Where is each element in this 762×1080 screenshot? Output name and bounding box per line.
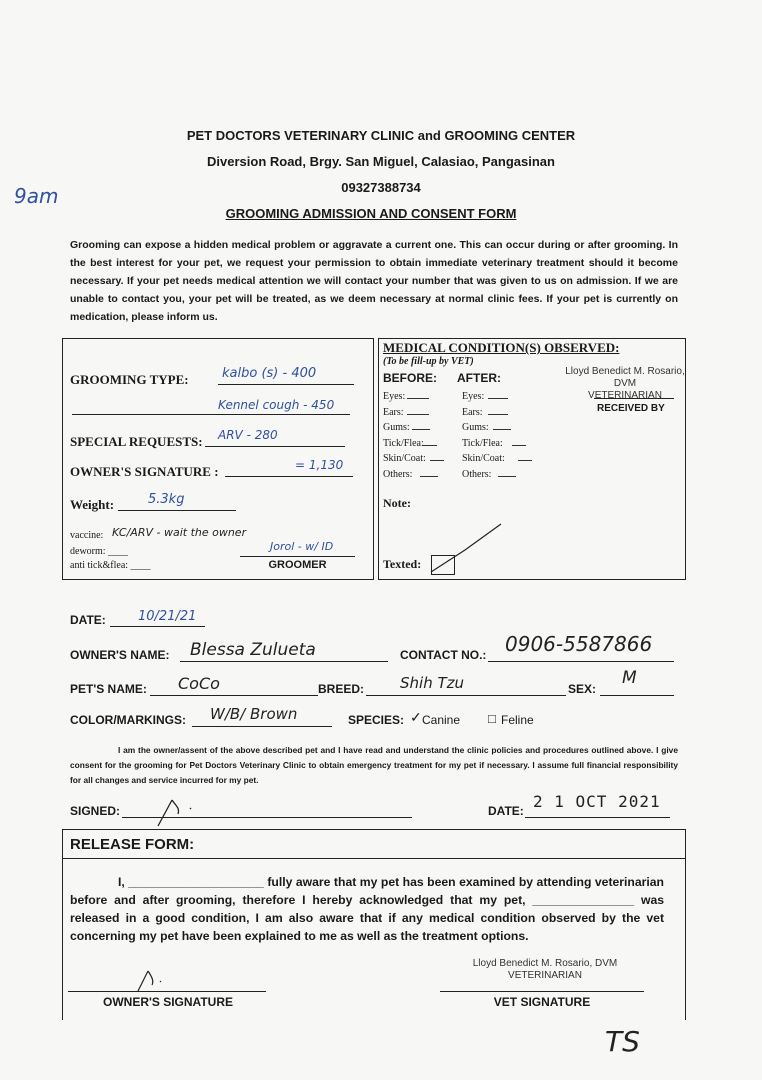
- after-skincoat: Skin/Coat:: [462, 453, 505, 464]
- species-label: SPECIES:: [348, 713, 405, 727]
- pet-name-value: CoCo: [178, 674, 220, 693]
- vet-stamp-top: [560, 366, 690, 402]
- signed-date-label: DATE:: [488, 804, 524, 818]
- feline-checkbox[interactable]: □: [488, 711, 496, 726]
- total-amount: = 1,130: [295, 458, 344, 472]
- pet-name-label: PET'S NAME:: [70, 682, 147, 696]
- owner-name-value: Blessa Zulueta: [190, 640, 316, 660]
- after-others: Others:: [462, 468, 492, 480]
- deworm-label: deworm: ____: [70, 546, 129, 557]
- contact-value: 0906-5587866: [505, 632, 653, 656]
- before-skincoat: Skin/Coat:: [383, 453, 426, 464]
- owner-signature-scribble: [150, 790, 210, 830]
- clinic-name: PET DOCTORS VETERINARY CLINIC and GROOMING CENTER: [186, 128, 576, 143]
- tickflea-label: anti tick&flea: ____: [70, 560, 151, 571]
- groomer-value: Jorol - w/ ID: [270, 540, 334, 553]
- note-label: Note:: [383, 496, 411, 510]
- margin-time-note: 9am: [14, 184, 59, 208]
- sex-label: SEX:: [568, 682, 597, 696]
- vet-stamp-title: VETERINARIAN: [588, 390, 662, 401]
- special-requests-value: ARV - 280: [218, 428, 278, 442]
- color-label: COLOR/MARKINGS:: [70, 713, 186, 727]
- form-title: GROOMING ADMISSION AND CONSENT FORM: [225, 206, 517, 221]
- release-title: RELEASE FORM:: [70, 836, 195, 853]
- before-gums: Gums:: [383, 422, 410, 433]
- vaccine-label: vaccine:: [70, 530, 104, 541]
- vaccine-value: KC/ARV - wait the owner: [112, 526, 247, 539]
- received-by-label: RECEIVED BY: [597, 403, 665, 414]
- release-vet-signature-label: VET SIGNATURE: [493, 995, 591, 1009]
- canine-label: Canine: [422, 713, 461, 727]
- before-label: BEFORE:: [383, 371, 437, 385]
- after-gums: Gums:: [462, 422, 489, 433]
- date-label: DATE:: [70, 613, 106, 627]
- clinic-address: Diversion Road, Brgy. San Miguel, Calasiao, Pangasinan: [207, 154, 555, 169]
- breed-value: Shih Tzu: [400, 674, 465, 692]
- before-eyes: Eyes:: [383, 391, 406, 402]
- medical-title: MEDICAL CONDITION(S) OBSERVED:: [383, 340, 620, 355]
- breed-label: BREED:: [318, 682, 365, 696]
- extra-service-value: Kennel cough - 450: [218, 398, 335, 412]
- grooming-type-label: GROOMING TYPE:: [70, 372, 189, 387]
- vet-stamp-name: Lloyd Benedict M. Rosario, DVM: [565, 366, 685, 389]
- medical-subtitle: (To be fill-up by VET): [383, 356, 474, 367]
- date-value: 10/21/21: [138, 609, 197, 624]
- after-list: [462, 389, 505, 482]
- before-others: Others:: [383, 468, 413, 480]
- release-stamp-title: VETERINARIAN: [508, 970, 582, 981]
- after-eyes: Eyes:: [462, 391, 485, 402]
- color-value: W/B/ Brown: [210, 705, 298, 723]
- release-owner-signature-label: OWNER'S SIGNATURE: [103, 995, 233, 1009]
- clinic-phone: 09327388734: [341, 180, 421, 195]
- vet-stamp-bottom: [470, 958, 620, 982]
- texted-label: Texted:: [383, 557, 422, 571]
- consent-paragraph: I am the owner/assent of the above described pet and I have read and understand the clinic policies and procedures outlined above. I give consent for the grooming for Pet Doctors Veterinary Clinic to obtain emergency treatment for my pet if necessary. I assume full financial responsibility for all changes and service incurred for my pet.: [70, 745, 678, 785]
- intro-paragraph: Grooming can expose a hidden medical problem or aggravate a current one. This can occur during or after grooming. In the best interest for your pet, we request your permission to obtain immediate veterinary treatment should it become necessary. If your pet needs medical attention we will contact your number that was given to us on admission. If we are unable to contact you, your pet will be treated, as we deem necessary at normal clinic fees. If your pet is currently on medication, please inform us.: [70, 239, 678, 323]
- before-tickflea: Tick/Flea:: [383, 437, 424, 449]
- before-list: [383, 389, 426, 482]
- texted-check-stroke: [425, 520, 505, 580]
- feline-label: Feline: [501, 713, 534, 727]
- after-ears: Ears:: [462, 406, 483, 418]
- contact-label: CONTACT NO.:: [400, 648, 487, 662]
- canine-checkbox[interactable]: ✓: [410, 709, 422, 725]
- groomer-label: GROOMER: [268, 559, 327, 571]
- grooming-type-value: kalbo (s) - 400: [222, 366, 317, 381]
- owner-name-label: OWNER'S NAME:: [70, 648, 170, 662]
- signed-label: SIGNED:: [70, 804, 121, 818]
- owner-signature-label: OWNER'S SIGNATURE :: [70, 464, 219, 479]
- sex-value: M: [622, 668, 637, 688]
- after-tickflea: Tick/Flea:: [462, 437, 503, 449]
- release-paragraph: I, ____________________ fully aware that my pet has been examined by attending veterinarian before and after grooming, therefore I hereby acknowledged that my pet, _______________ was released in a good condition, I am also aware that if any medical condition observed by the vet concerning my pet have been explained to me as well as the treatment options.: [70, 875, 664, 943]
- weight-value: 5.3kg: [148, 492, 185, 507]
- before-ears: Ears:: [383, 406, 404, 418]
- corner-initials: TS: [605, 1025, 640, 1058]
- signed-date-stamp: 2 1 OCT 2021: [533, 792, 661, 811]
- weight-label: Weight:: [70, 497, 115, 512]
- special-requests-label: SPECIAL REQUESTS:: [70, 434, 203, 449]
- release-stamp-name: Lloyd Benedict M. Rosario, DVM: [472, 958, 618, 969]
- after-label: AFTER:: [457, 371, 501, 385]
